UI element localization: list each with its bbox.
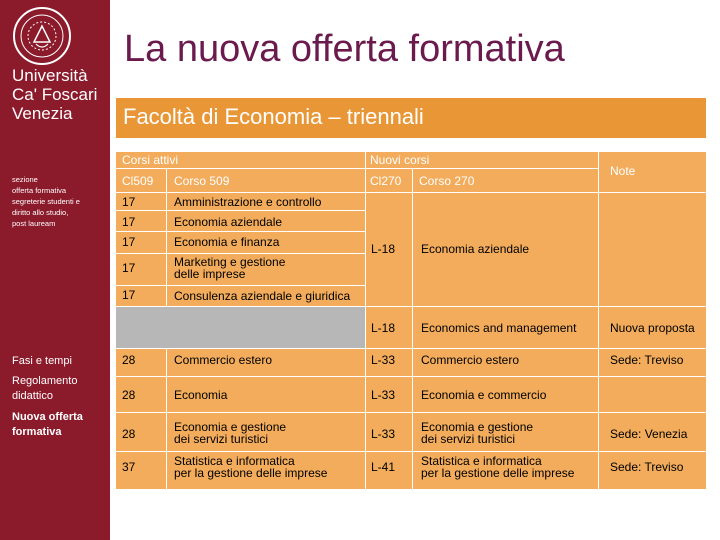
row-new-course: Economia e gestione dei servizi turistici xyxy=(421,420,534,446)
row-divider xyxy=(116,376,706,377)
col-divider xyxy=(365,152,366,489)
row-divider xyxy=(116,285,365,286)
university-seal-icon xyxy=(12,6,72,66)
row-cl509: 37 xyxy=(122,460,136,474)
old-course-name: Economia e finanza xyxy=(174,235,280,249)
header-note: Note xyxy=(610,164,636,178)
row-divider xyxy=(365,168,598,169)
header-cl509: Cl509 xyxy=(122,174,154,188)
course-note: Nuova proposta xyxy=(610,321,695,335)
section-info: sezione offerta formativa segreterie studenti e diritto allo studio, post lauream xyxy=(12,175,80,228)
page-subtitle: Facoltà di Economia – triennali xyxy=(123,104,424,129)
university-name: Università Ca' Foscari Venezia xyxy=(12,66,98,123)
old-course-cl: 17 xyxy=(122,288,136,302)
col-divider xyxy=(166,348,167,489)
row-note: Sede: Treviso xyxy=(610,460,684,474)
row-divider xyxy=(116,412,706,413)
row-note: Sede: Venezia xyxy=(610,427,688,441)
row-divider xyxy=(116,231,365,232)
row-cl270: L-33 xyxy=(371,388,396,402)
col-divider xyxy=(598,152,599,489)
row-divider xyxy=(116,168,365,169)
header-corso270: Corso 270 xyxy=(419,174,475,188)
header-corso509: Corso 509 xyxy=(174,174,230,188)
old-course-cl: 17 xyxy=(122,235,136,249)
row-divider xyxy=(116,451,706,452)
row-divider xyxy=(116,348,706,349)
col-divider xyxy=(412,168,413,489)
new-course-name: Economics and management xyxy=(421,321,577,335)
header-cl270: Cl270 xyxy=(370,174,402,188)
old-course-name: Amministrazione e controllo xyxy=(174,195,322,209)
row-cl270: L-33 xyxy=(371,427,396,441)
row-divider xyxy=(116,306,706,307)
row-cl270: L-33 xyxy=(371,353,396,367)
col-divider xyxy=(166,168,167,306)
page-title: La nuova offerta formativa xyxy=(124,28,565,70)
sidebar xyxy=(0,0,110,540)
row-old-course: Economia xyxy=(174,388,228,402)
header-corsi-attivi: Corsi attivi xyxy=(122,153,179,167)
row-cl270: L-41 xyxy=(371,460,396,474)
nav-regolamento-didattico[interactable]: Regolamento didattico xyxy=(12,375,78,402)
empty-row-block xyxy=(116,306,365,348)
row-new-course: Statistica e informatica per la gestione delle imprese xyxy=(421,454,575,480)
row-cl509: 28 xyxy=(122,427,136,441)
row-cl509: 28 xyxy=(122,353,136,367)
row-divider xyxy=(116,192,706,193)
old-course-cl: 17 xyxy=(122,215,136,229)
courses-table xyxy=(116,152,706,489)
old-course-name: Marketing e gestione delle imprese xyxy=(174,255,286,281)
old-course-name: Economia aziendale xyxy=(174,215,283,229)
old-course-name: Consulenza aziendale e giuridica xyxy=(174,289,351,303)
new-course-cl: L-18 xyxy=(371,321,396,335)
nav-fasi-e-tempi[interactable]: Fasi e tempi xyxy=(12,355,72,367)
old-course-cl: 17 xyxy=(122,195,136,209)
row-new-course: Commercio estero xyxy=(421,353,520,367)
row-note: Sede: Treviso xyxy=(610,353,684,367)
new-course-name: Economia aziendale xyxy=(421,242,530,256)
row-cl509: 28 xyxy=(122,388,136,402)
old-course-cl: 17 xyxy=(122,261,136,275)
nav-nuova-offerta-formativa[interactable]: Nuova offerta formativa xyxy=(12,411,83,438)
row-old-course: Statistica e informatica per la gestione delle imprese xyxy=(174,454,328,480)
row-new-course: Economia e commercio xyxy=(421,388,547,402)
row-divider xyxy=(116,210,365,211)
header-nuovi-corsi: Nuovi corsi xyxy=(370,153,430,167)
new-course-cl: L-18 xyxy=(371,242,396,256)
row-divider xyxy=(116,253,365,254)
row-old-course: Economia e gestione dei servizi turistici xyxy=(174,420,287,446)
row-old-course: Commercio estero xyxy=(174,353,273,367)
